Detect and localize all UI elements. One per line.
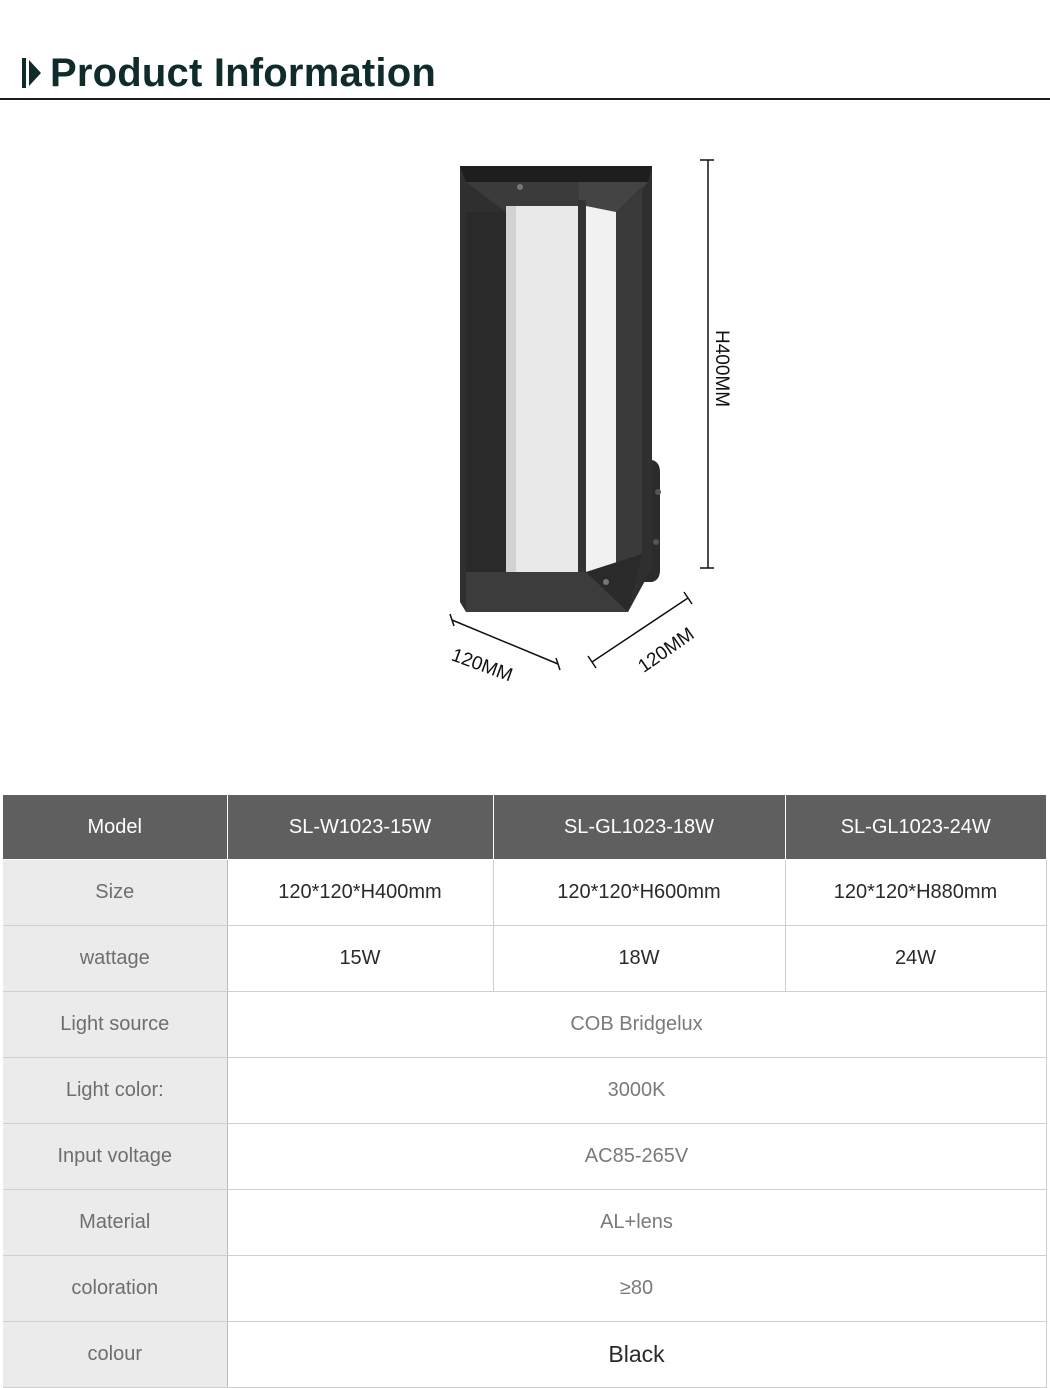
spec-table	[3, 795, 1047, 1388]
screw-icon	[603, 579, 609, 585]
table-cell: 3000K	[227, 1058, 1046, 1124]
bollard-light-drawing	[430, 150, 760, 710]
row-label: colour	[3, 1322, 227, 1388]
table-row-light-source	[3, 992, 1046, 1058]
row-label: coloration	[3, 1256, 227, 1322]
top-cap	[460, 166, 652, 182]
table-cell: 15W	[227, 926, 493, 992]
center-post	[578, 200, 586, 576]
section-header	[0, 0, 1050, 100]
depth-dimension-label: 120MM	[634, 623, 699, 678]
table-cell: COB Bridgelux	[227, 992, 1046, 1058]
table-cell: AL+lens	[227, 1190, 1046, 1256]
table-row-colour	[3, 1322, 1046, 1388]
product-illustration	[430, 150, 760, 710]
screw-icon	[517, 184, 523, 190]
table-cell: 120*120*H600mm	[493, 860, 785, 926]
table-cell: 120*120*H400mm	[227, 860, 493, 926]
width-dimension-label: 120MM	[448, 644, 516, 687]
column-header-model-3: SL-GL1023-24W	[785, 795, 1046, 860]
row-label: Light source	[3, 992, 227, 1058]
column-header-model-1: SL-W1023-15W	[227, 795, 493, 860]
side-diffuser	[586, 206, 616, 572]
row-label: Size	[3, 860, 227, 926]
table-row-light-color	[3, 1058, 1046, 1124]
table-cell: AC85-265V	[227, 1124, 1046, 1190]
column-header-model: Model	[3, 795, 227, 860]
right-frame	[616, 186, 642, 566]
row-label: wattage	[3, 926, 227, 992]
row-label: Material	[3, 1190, 227, 1256]
left-frame	[466, 212, 506, 572]
table-row-wattage	[3, 926, 1046, 992]
row-label: Light color:	[3, 1058, 227, 1124]
table-header-row	[3, 795, 1046, 860]
table-row-size	[3, 860, 1046, 926]
table-cell: 120*120*H880mm	[785, 860, 1046, 926]
table-cell: ≥80	[227, 1256, 1046, 1322]
table-cell: Black	[227, 1322, 1046, 1388]
screw-icon	[655, 489, 661, 495]
header-divider	[0, 98, 1050, 100]
arrow-marker-icon	[22, 58, 42, 88]
screw-icon	[653, 539, 659, 545]
table-row-coloration	[3, 1256, 1046, 1322]
section-title: Product Information	[50, 51, 437, 95]
table-cell: 24W	[785, 926, 1046, 992]
column-header-model-2: SL-GL1023-18W	[493, 795, 785, 860]
table-cell: 18W	[493, 926, 785, 992]
row-label: Input voltage	[3, 1124, 227, 1190]
table-row-input-voltage	[3, 1124, 1046, 1190]
table-row-material	[3, 1190, 1046, 1256]
front-diffuser	[506, 206, 578, 572]
height-dimension-label: H400MM	[711, 330, 732, 408]
